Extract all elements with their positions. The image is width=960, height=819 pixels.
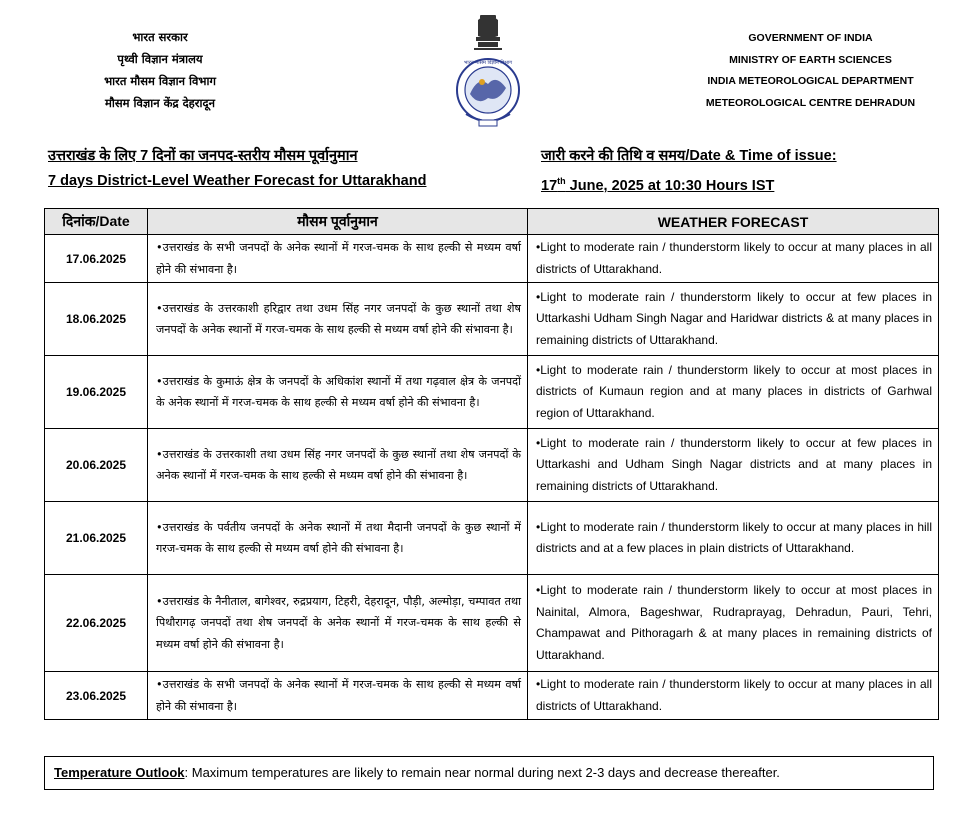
row-english-forecast: •Light to moderate rain / thunderstorm likely to occur at most places in districts of Kumaun region and at many places in districts of Garhwal region of Uttarakhand. <box>528 356 939 429</box>
row-hindi-forecast: •उत्तराखंड के सभी जनपदों के अनेक स्थानों में गरज-चमक के साथ हल्की से मध्यम वर्षा होने की संभावना है। <box>148 235 528 283</box>
row-english-forecast: •Light to moderate rain / thunderstorm likely to occur at most places in Nainital, Almora, Bageshwar, Rudraprayag, Dehradun, Pauri, Tehri, Champawat and Pithoragarh & at many places in remaining districts of Uttarakhand. <box>528 575 939 672</box>
table-header-row <box>45 209 939 235</box>
row-date: 22.06.2025 <box>45 575 148 672</box>
hindi-header <box>60 26 260 114</box>
hindi-header-line: भारत मौसम विज्ञान विभाग <box>104 74 216 88</box>
row-date: 19.06.2025 <box>45 356 148 429</box>
row-hindi-forecast: •उत्तराखंड के सभी जनपदों के अनेक स्थानों में गरज-चमक के साथ हल्की से मध्यम वर्षा होने की संभावना है। <box>148 672 528 720</box>
table-row <box>45 235 939 283</box>
temperature-outlook-label: Temperature Outlook <box>54 765 185 780</box>
issue-day-suffix: th <box>557 176 566 186</box>
english-header-line: GOVERNMENT OF INDIA <box>748 32 873 44</box>
table-row <box>45 283 939 356</box>
row-english-forecast: •Light to moderate rain / thunderstorm likely to occur at many places in all districts of Uttarakhand. <box>528 672 939 720</box>
temperature-outlook-text: : Maximum temperatures are likely to remain near normal during next 2-3 days and decrease thereafter. <box>184 765 780 780</box>
forecast-title <box>48 144 518 194</box>
table-row <box>45 672 939 720</box>
row-hindi-forecast: •उत्तराखंड के नैनीताल, बागेश्वर, रुद्रप्रयाग, टिहरी, देहरादून, पौड़ी, अल्मोड़ा, चम्पावत तथा पिथौरागढ़ जनपदों तथा शेष जनपदों के अनेक स्थानों में गरज-चमक के साथ हल्की से मध्यम वर्षा होने की संभावना है। <box>148 575 528 672</box>
english-header <box>688 28 933 114</box>
table-row <box>45 575 939 672</box>
issue-datetime <box>541 169 941 199</box>
emblem-ring-text: भारत मौसम विज्ञान विभाग <box>463 60 513 66</box>
row-hindi-forecast: •उत्तराखंड के कुमाऊं क्षेत्र के जनपदों के अधिकांश स्थानों में तथा गढ़वाल क्षेत्र के जनपदों के अनेक स्थानों में गरज-चमक के साथ हल्की से मध्यम वर्षा होने की संभावना है। <box>148 356 528 429</box>
english-header-line: MINISTRY OF EARTH SCIENCES <box>729 53 892 66</box>
temperature-outlook <box>44 756 934 790</box>
row-date: 20.06.2025 <box>45 429 148 502</box>
english-header-line: METEOROLOGICAL CENTRE DEHRADUN <box>705 96 916 109</box>
hindi-header-line: पृथ्वी विज्ञान मंत्रालय <box>117 52 203 66</box>
row-date: 23.06.2025 <box>45 672 148 720</box>
table-row <box>45 429 939 502</box>
row-hindi-forecast: •उत्तराखंड के पर्वतीय जनपदों के अनेक स्थानों में तथा मैदानी जनपदों के कुछ स्थानों में गरज-चमक के साथ हल्की से मध्यम वर्षा होने की संभावना है। <box>148 502 528 575</box>
issue-rest: June, 2025 at 10:30 Hours IST <box>565 177 775 194</box>
row-english-forecast: •Light to moderate rain / thunderstorm likely to occur at many places in hill districts and at a few places in plain districts of Uttarakhand. <box>528 502 939 575</box>
row-english-forecast: •Light to moderate rain / thunderstorm likely to occur at many places in all districts of Uttarakhand. <box>528 235 939 283</box>
row-date: 18.06.2025 <box>45 283 148 356</box>
row-english-forecast: •Light to moderate rain / thunderstorm likely to occur at few places in Uttarkashi Udham Singh Nagar and Haridwar districts & at many places in remaining districts of Uttarakhand. <box>528 283 939 356</box>
row-date: 17.06.2025 <box>45 235 148 283</box>
table-row <box>45 502 939 575</box>
row-hindi-forecast: •उत्तराखंड के उत्तरकाशी तथा उधम सिंह नगर जनपदों के कुछ स्थानों तथा शेष जनपदों के अनेक स्थानों में गरज-चमक के साथ हल्की से मध्यम वर्षा होने की संभावना है। <box>148 429 528 502</box>
title-english: 7 days District-Level Weather Forecast for Uttarakhand <box>48 173 427 189</box>
hindi-header-line: मौसम विज्ञान केंद्र देहरादून <box>105 96 215 110</box>
issue-label: जारी करने की तिथि व समय/Date & Time of issue: <box>541 148 837 164</box>
row-hindi-forecast: •उत्तराखंड के उत्तरकाशी हरिद्वार तथा उधम सिंह नगर जनपदों के कुछ स्थानों तथा शेष जनपदों के अनेक स्थानों में गरज-चमक के साथ हल्की से मध्यम वर्षा होने की संभावना है। <box>148 283 528 356</box>
english-header-line: INDIA METEOROLOGICAL DEPARTMENT <box>707 75 914 87</box>
header-weather-forecast: WEATHER FORECAST <box>528 209 939 235</box>
table-row <box>45 356 939 429</box>
title-hindi: उत्तराखंड के लिए 7 दिनों का जनपद-स्तरीय मौसम पूर्वानुमान <box>48 148 358 164</box>
header-hindi-forecast: मौसम पूर्वानुमान <box>148 209 528 235</box>
hindi-header-line: भारत सरकार <box>132 30 188 44</box>
forecast-table <box>44 208 939 720</box>
imd-emblem-icon <box>448 10 528 132</box>
issue-info <box>541 144 941 199</box>
row-english-forecast: •Light to moderate rain / thunderstorm likely to occur at few places in Uttarkashi and Udham Singh Nagar districts and at many places in remaining districts of Uttarakhand. <box>528 429 939 502</box>
issue-day: 17 <box>541 177 558 194</box>
header-date: दिनांक/Date <box>45 209 148 235</box>
row-date: 21.06.2025 <box>45 502 148 575</box>
